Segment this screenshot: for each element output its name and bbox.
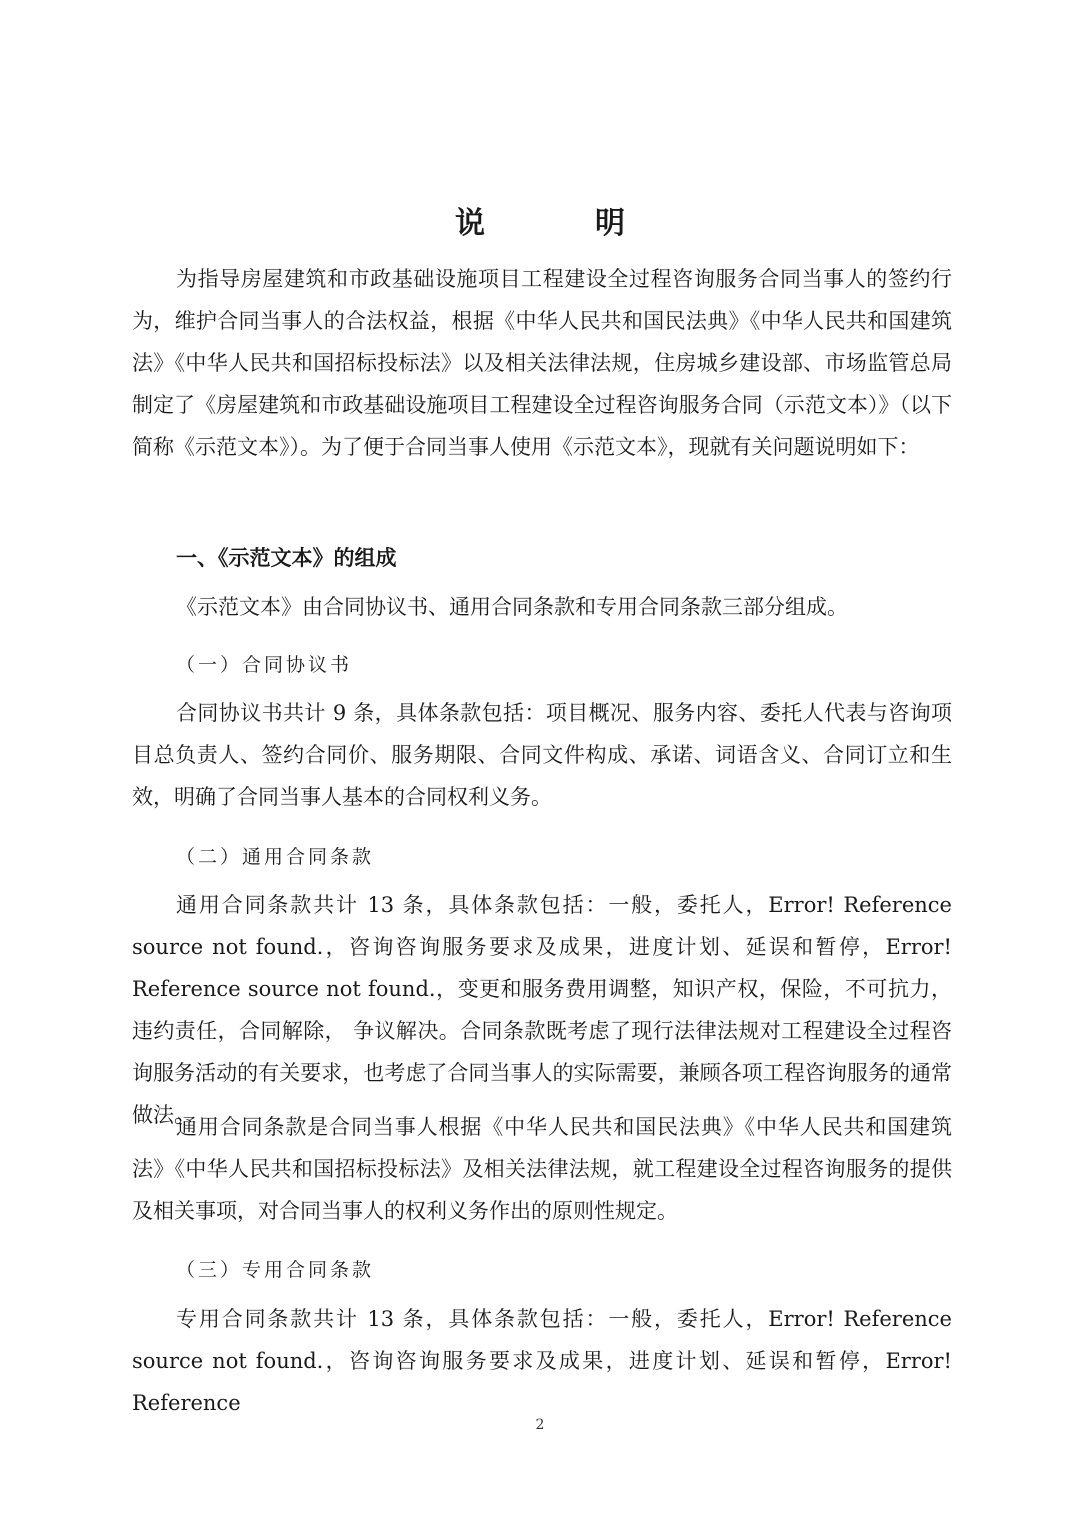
agreement-paragraph: 合同协议书共计 9 条，具体条款包括：项目概况、服务内容、委托人代表与咨询项目总负责人、签约合同价、服务期限、合同文件构成、承诺、词语含义、合同订立和生效，明确了合同当事人基本的合同权利义务。 xyxy=(132,701,952,809)
general-terms-paragraph-1: 通用合同条款共计 13 条，具体条款包括：一般，委托人，Error! Reference source not found.，咨询咨询服务要求及成果，进度计划、延误和暂停，Error! Reference source not found.，变更和服务费用调整，知识产权，保险，不可抗力，违约责任，合同解除， 争议解决。合同条款既考虑了现行法律法规对工程建设全过程咨询服务活动的有关要求，也考虑了合同当事人的实际需要，兼顾各项工程咨询服务的通常做法。 xyxy=(132,893,952,1127)
section-heading-composition: 一、《示范文本》的组成 xyxy=(176,546,397,570)
page-number: 2 xyxy=(535,1417,545,1433)
subheading-agreement: （一）合同协议书 xyxy=(176,654,353,676)
composition-summary: 《示范文本》由合同协议书、通用合同条款和专用合同条款三部分组成。 xyxy=(176,595,848,619)
special-terms-paragraph: 专用合同条款共计 13 条，具体条款包括：一般，委托人，Error! Reference source not found.，咨询咨询服务要求及成果，进度计划、延误和暂停，Error! Reference xyxy=(132,1307,952,1415)
subheading-special-terms: （三）专用合同条款 xyxy=(176,1259,375,1281)
intro-paragraph: 为指导房屋建筑和市政基础设施项目工程建设全过程咨询服务合同当事人的签约行为，维护合同当事人的合法权益，根据《中华人民共和国民法典》《中华人民共和国建筑法》《中华人民共和国招标投标法》以及相关法律法规，住房城乡建设部、市场监管总局制定了《房屋建筑和市政基础设施项目工程建设全过程咨询服务合同（示范文本）》（以下简称《示范文本》）。为了便于合同当事人使用《示范文本》，现就有关问题说明如下： xyxy=(132,267,952,459)
page-title: 说 明 xyxy=(455,206,665,241)
subheading-general-terms: （二）通用合同条款 xyxy=(176,846,375,868)
general-terms-paragraph-2: 通用合同条款是合同当事人根据《中华人民共和国民法典》《中华人民共和国建筑法》《中华人民共和国招标投标法》及相关法律法规，就工程建设全过程咨询服务的提供及相关事项，对合同当事人的权利义务作出的原则性规定。 xyxy=(132,1115,952,1223)
